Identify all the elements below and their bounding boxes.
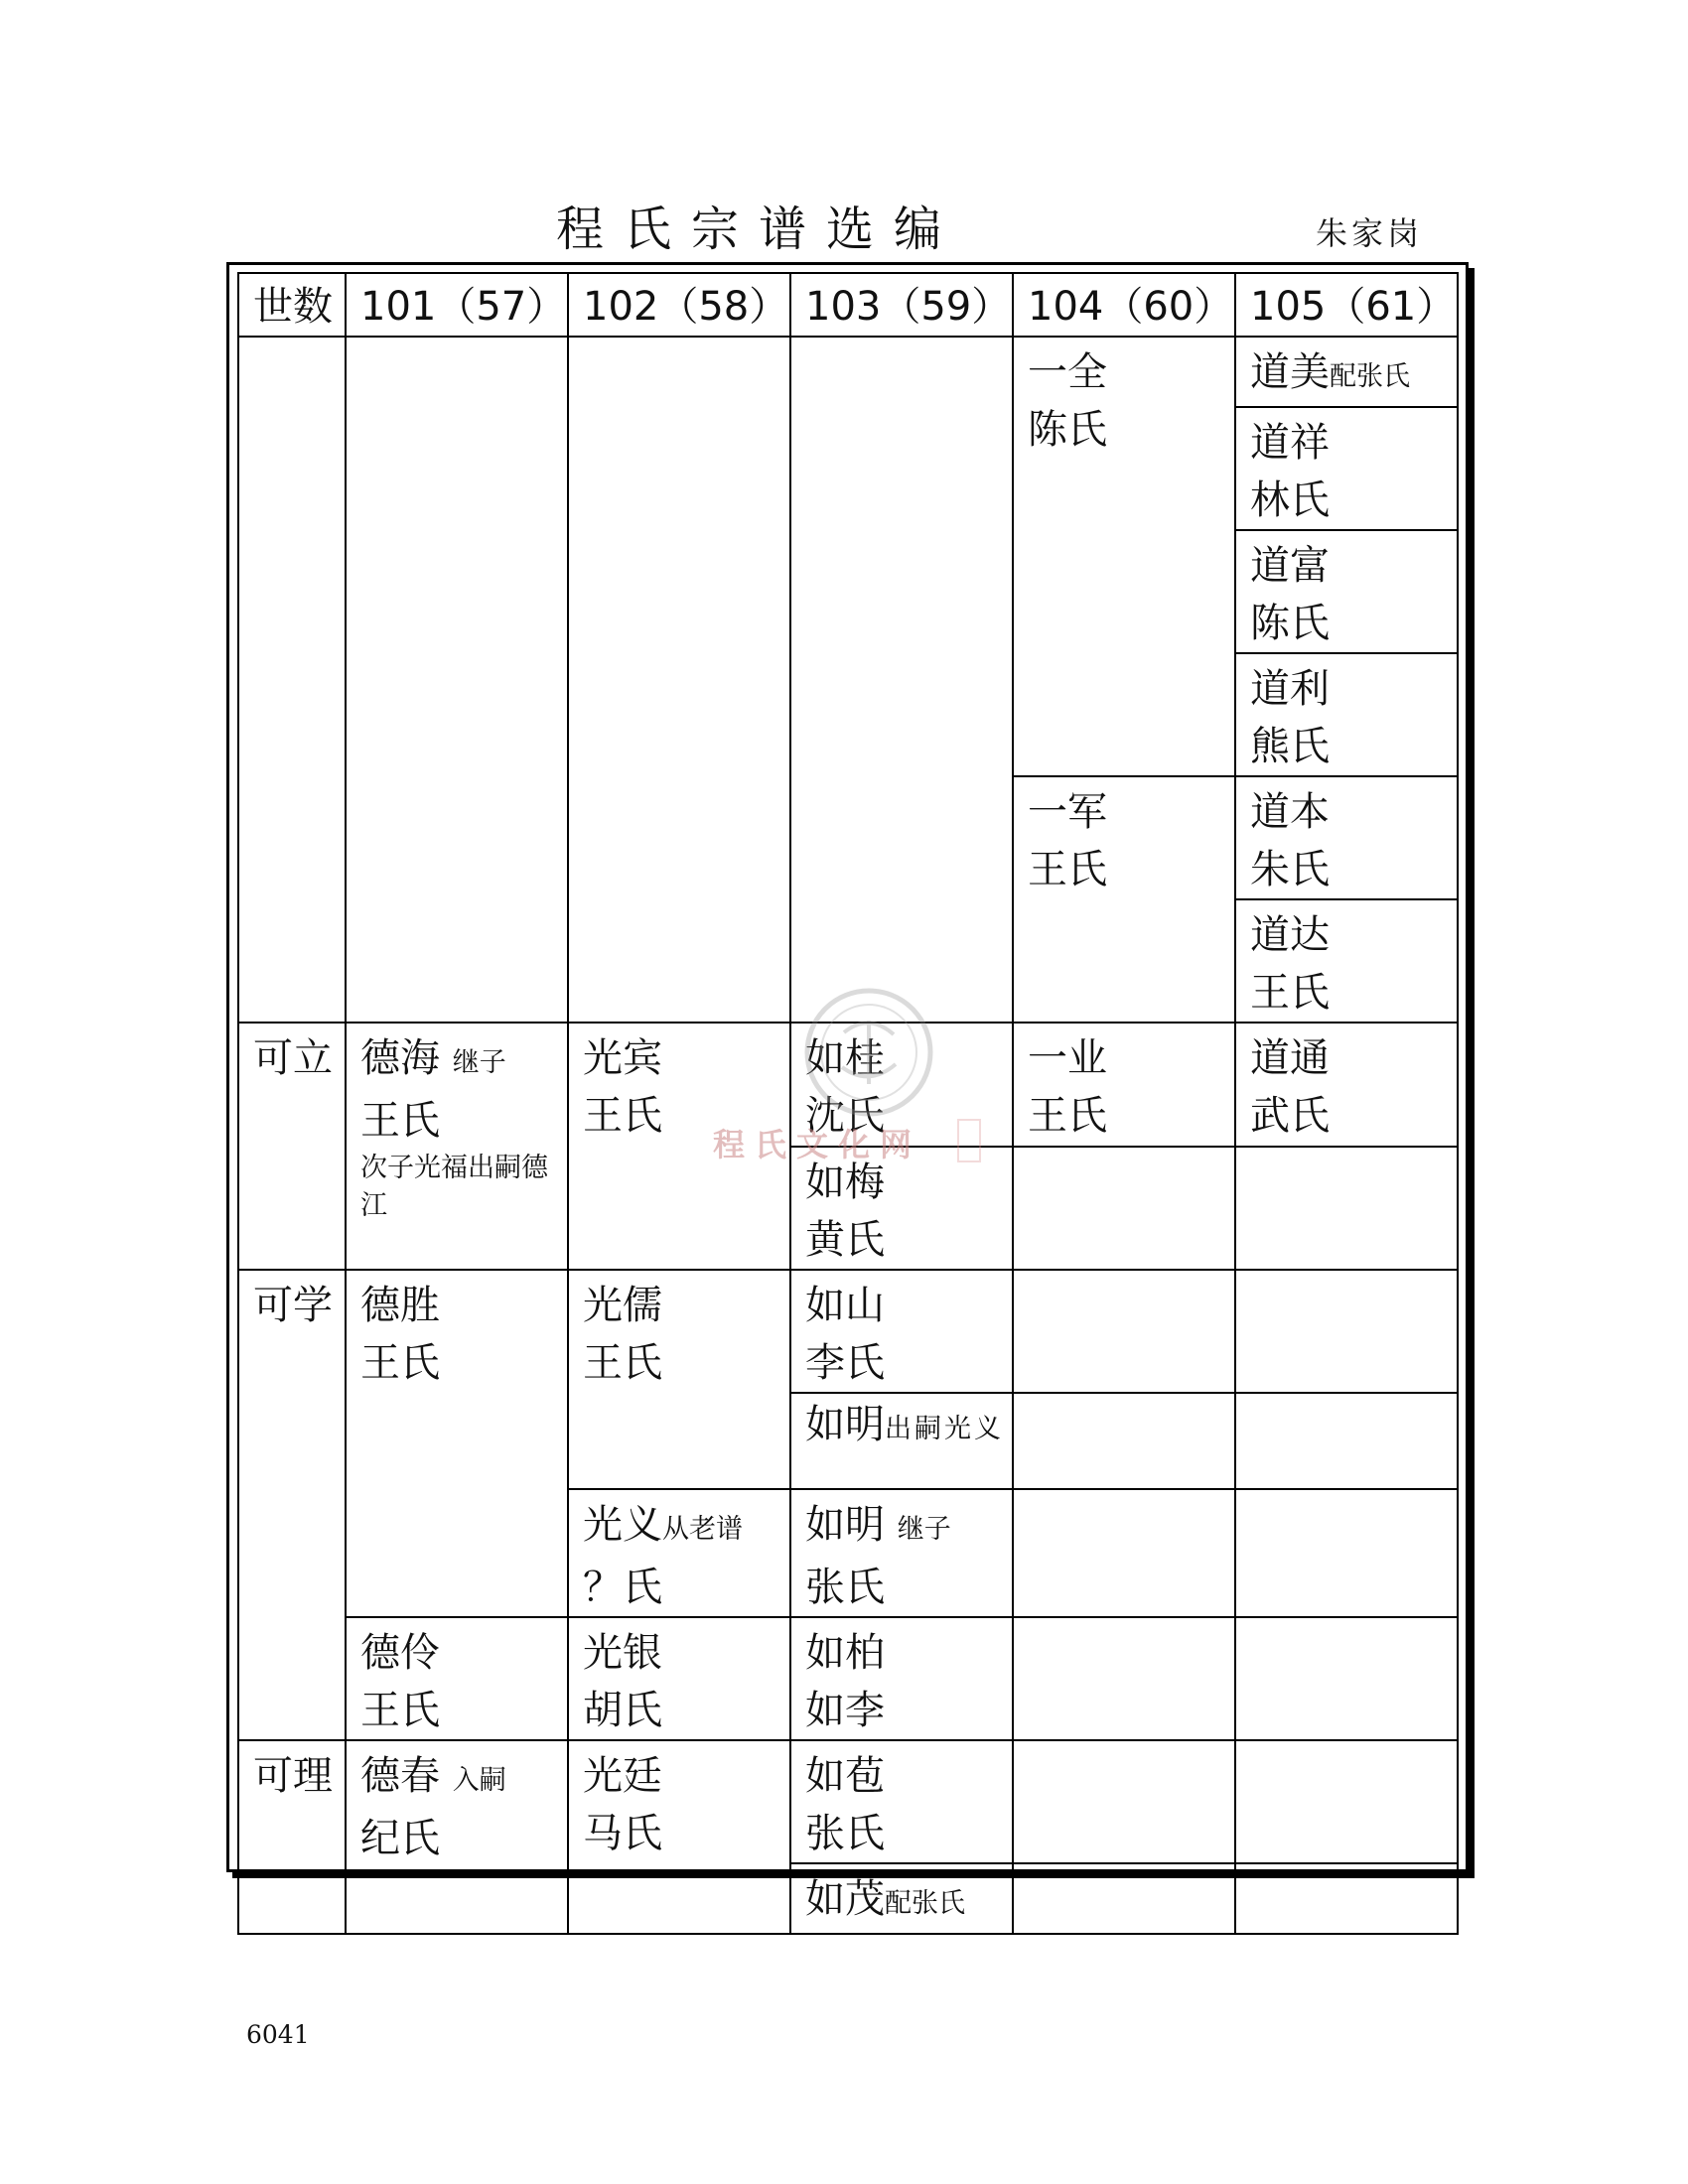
person-note: 从老谱	[662, 1514, 743, 1545]
empty-cell	[1013, 1863, 1235, 1934]
spouse-name: 纪氏	[360, 1816, 440, 1861]
location-label: 朱家岗	[1316, 214, 1424, 252]
person-cell	[568, 1489, 790, 1617]
person-name: 如桂	[805, 1035, 885, 1081]
person-name: 道富	[1250, 543, 1330, 589]
person-name: 道美	[1250, 349, 1330, 395]
person-note: 继子	[452, 1047, 506, 1078]
person-cell	[1013, 776, 1235, 1023]
spouse-name: 王氏	[1250, 970, 1330, 1016]
person-name: 如明	[805, 1402, 885, 1447]
spouse-name: 朱氏	[1250, 847, 1330, 892]
page-title: 程氏宗谱选编	[556, 202, 962, 257]
spouse-name: 王氏	[360, 1688, 440, 1733]
gen-101-cell-empty	[346, 337, 568, 1023]
empty-cell	[1013, 1489, 1235, 1617]
person-name: 如茂	[805, 1876, 885, 1922]
spouse-name: 陈氏	[1250, 601, 1330, 646]
empty-cell	[1235, 1740, 1458, 1863]
column-header-105: 105（61）	[1235, 273, 1458, 337]
spouse-name: 马氏	[583, 1811, 662, 1856]
empty-cell	[1235, 1489, 1458, 1617]
empty-cell	[1235, 1863, 1458, 1934]
empty-cell	[1013, 1740, 1235, 1863]
empty-cell	[1013, 1393, 1235, 1489]
column-header-104: 104（60）	[1013, 273, 1235, 337]
person-name: 如山	[805, 1283, 885, 1328]
person-cell	[1235, 899, 1458, 1023]
person-name: 道本	[1250, 789, 1330, 835]
spouse-name: 陈氏	[1028, 407, 1107, 453]
person-note: 出嗣光义	[885, 1414, 1004, 1444]
spouse-name: 王氏	[1028, 847, 1107, 892]
person-name: 如梅	[805, 1160, 885, 1205]
person-cell	[790, 1863, 1013, 1934]
watermark-text: 程氏文化网	[713, 1126, 922, 1163]
spouse-name: 胡氏	[583, 1688, 662, 1733]
spouse-name: 武氏	[1250, 1093, 1330, 1139]
spouse-name: 李氏	[805, 1340, 885, 1386]
column-header-101: 101（57）	[346, 273, 568, 337]
page-number: 6041	[246, 2020, 310, 2049]
spouse-name: 王氏	[360, 1340, 440, 1386]
table-row	[238, 1270, 1458, 1393]
spouse-name: 王氏	[583, 1093, 662, 1139]
gen-103-cell-empty	[790, 337, 1013, 1023]
person-cell	[346, 1740, 568, 1934]
person-cell	[346, 1023, 568, 1270]
person-name: 如苞	[805, 1753, 885, 1799]
person-cell	[1013, 1023, 1235, 1147]
generation-cell: 可立	[238, 1023, 346, 1270]
person-name: 德海	[360, 1035, 440, 1081]
person-name: 光义	[583, 1502, 662, 1548]
person-cell	[568, 1270, 790, 1489]
person-note: 配张氏	[1330, 361, 1410, 392]
person-cell	[568, 1617, 790, 1740]
person-name: 德伶	[360, 1630, 440, 1676]
header-row	[238, 273, 1458, 337]
generation-cell: 可学	[238, 1270, 346, 1740]
person-name: 道利	[1250, 666, 1330, 712]
person-cell	[790, 1393, 1013, 1489]
person-name: 德春	[360, 1753, 440, 1799]
person-name: 一军	[1028, 789, 1107, 835]
spouse-name: 王氏	[360, 1098, 440, 1144]
person-name: 一业	[1028, 1035, 1107, 1081]
person-cell	[790, 1617, 1013, 1740]
person-cell	[346, 1270, 568, 1617]
generation-cell-empty	[238, 337, 346, 1023]
person-name: 光银	[583, 1630, 662, 1676]
person-cell	[1235, 776, 1458, 899]
column-header-generation: 世数	[238, 273, 346, 337]
empty-cell	[1013, 1147, 1235, 1270]
spouse-name: 如李	[805, 1688, 885, 1733]
person-name: 光廷	[583, 1753, 662, 1799]
empty-cell	[1235, 1393, 1458, 1489]
spouse-name: 林氏	[1250, 478, 1330, 523]
gen-102-cell-empty	[568, 337, 790, 1023]
person-remark: 次子光福出嗣德江	[360, 1153, 548, 1221]
person-name: 道祥	[1250, 420, 1330, 466]
person-cell	[1235, 653, 1458, 776]
person-name: 光宾	[583, 1035, 662, 1081]
person-name: 道通	[1250, 1035, 1330, 1081]
person-cell	[1013, 337, 1235, 776]
person-name: 道达	[1250, 912, 1330, 958]
person-cell	[790, 1489, 1013, 1617]
empty-cell	[1013, 1270, 1235, 1393]
spouse-name: 熊氏	[1250, 724, 1330, 769]
person-cell	[568, 1740, 790, 1934]
person-name: 一全	[1028, 349, 1107, 395]
spouse-name: 沈氏	[805, 1093, 885, 1139]
empty-cell	[1235, 1147, 1458, 1270]
spouse-name: ？氏	[583, 1565, 662, 1610]
person-note: 继子	[897, 1514, 951, 1545]
spouse-name: 王氏	[1028, 1093, 1107, 1139]
person-cell	[1235, 1023, 1458, 1147]
person-name: 如柏	[805, 1630, 885, 1676]
person-cell	[1235, 530, 1458, 653]
empty-cell	[1013, 1617, 1235, 1740]
person-cell	[790, 1740, 1013, 1863]
spouse-name: 王氏	[583, 1340, 662, 1386]
person-name: 如明	[805, 1502, 885, 1548]
table-row	[238, 1740, 1458, 1863]
empty-cell	[1235, 1270, 1458, 1393]
spouse-name: 张氏	[805, 1565, 885, 1610]
spouse-name: 黄氏	[805, 1217, 885, 1263]
column-header-103: 103（59）	[790, 273, 1013, 337]
person-name: 德胜	[360, 1283, 440, 1328]
person-name: 光儒	[583, 1283, 662, 1328]
table-row	[238, 1617, 1458, 1740]
generation-cell: 可理	[238, 1740, 346, 1934]
spouse-name: 张氏	[805, 1811, 885, 1856]
column-header-102: 102（58）	[568, 273, 790, 337]
person-note: 入嗣	[452, 1765, 506, 1796]
empty-cell	[1235, 1617, 1458, 1740]
person-cell	[1235, 337, 1458, 407]
person-note: 配张氏	[885, 1888, 965, 1919]
person-cell	[1235, 407, 1458, 530]
person-cell	[346, 1617, 568, 1740]
person-cell	[790, 1270, 1013, 1393]
table-row	[238, 337, 1458, 407]
